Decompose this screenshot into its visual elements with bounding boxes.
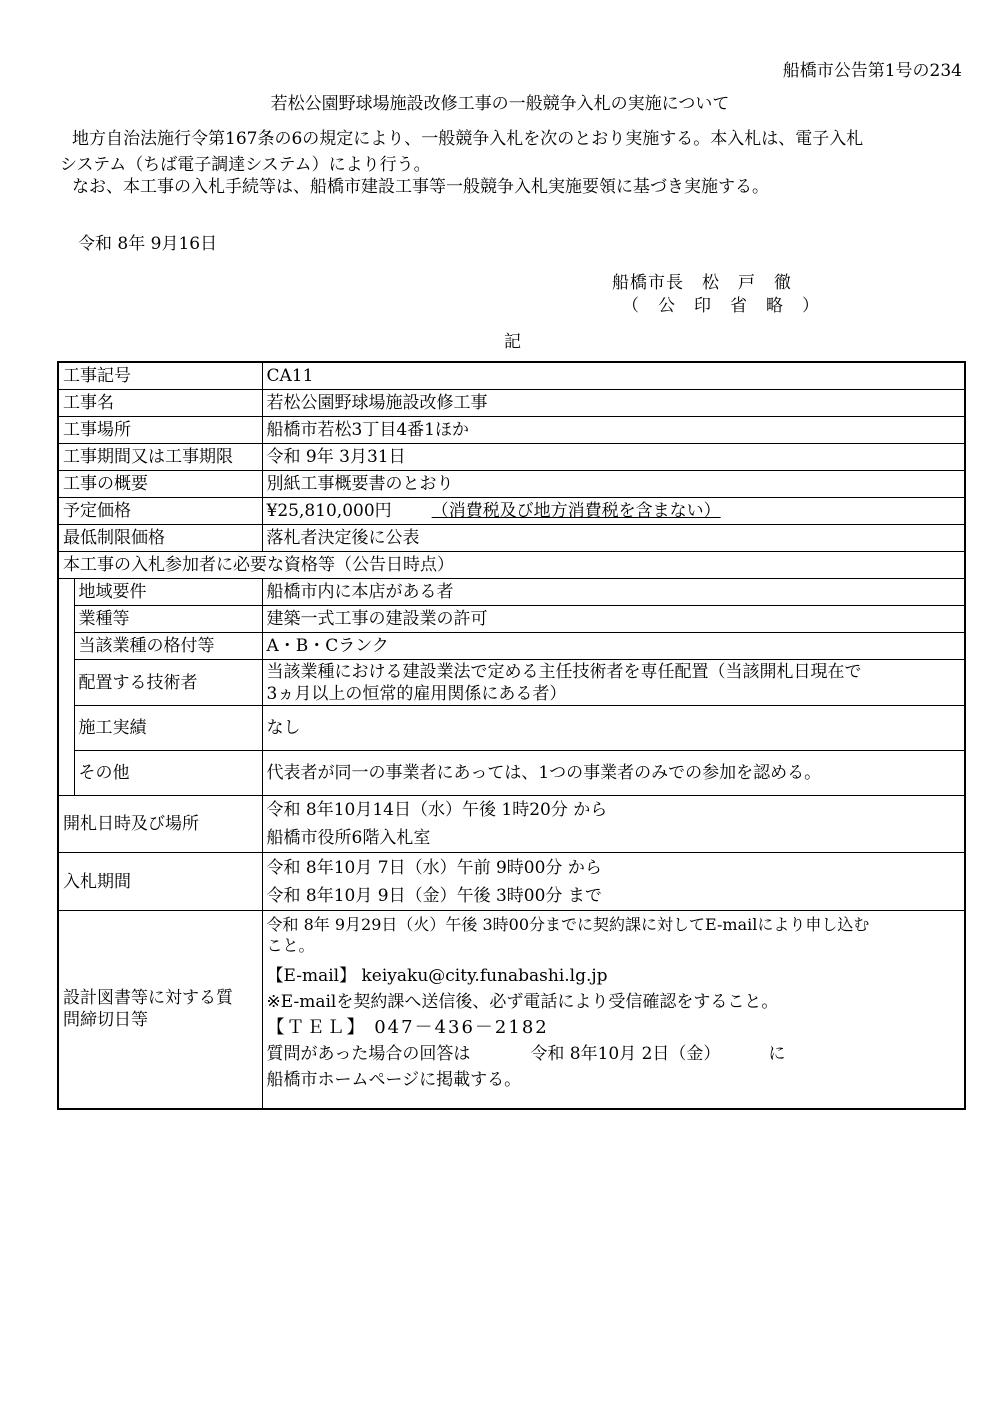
price-tax-note: （消費税及び地方消費税を含まない） [431, 501, 721, 521]
other-value: 代表者が同一の事業者にあっては、1つの事業者のみでの参加を認める。 [262, 751, 965, 796]
qa-value [262, 911, 965, 1109]
qa-tel: 【ＴＥＬ】 047－436－2182 [266, 1017, 549, 1038]
seal-omitted: （ 公 印 省 略 ） [622, 296, 820, 316]
opening-line-1: 令和 8年10月14日（水）午後 1時20分 から [266, 800, 608, 820]
bid-details-table [57, 361, 966, 1110]
qa-answer-date: 令和 8年10月 2日（金） [530, 1044, 721, 1064]
bid-period-value [262, 853, 965, 911]
work-name-value: 若松公園野球場施設改修工事 [262, 390, 965, 417]
price-cell [262, 498, 965, 525]
location-value: 船橋市若松3丁目4番1ほか [262, 417, 965, 444]
location-label: 工事場所 [58, 417, 262, 444]
row-min-price [58, 525, 965, 552]
row-qa [58, 911, 965, 1109]
row-qualification-header [58, 552, 965, 579]
row-rank [58, 633, 965, 660]
min-price-value: 落札者決定後に公表 [262, 525, 965, 552]
row-industry [58, 606, 965, 633]
qa-email-note: ※E-mailを契約課へ送信後、必ず電話により受信確認をすること。 [266, 992, 779, 1012]
qa-answer-line-2: 船橋市ホームページに掲載する。 [266, 1070, 522, 1090]
engineer-line-1: 当該業種における建設業法で定める主任技術者を専任配置（当該開札日現在で [266, 661, 862, 682]
min-price-label: 最低制限価格 [58, 525, 262, 552]
opening-value [262, 796, 965, 853]
period-value: 令和 9年 3月31日 [262, 444, 965, 471]
rank-label: 当該業種の格付等 [74, 633, 262, 660]
work-no-value: CA11 [262, 362, 965, 390]
intro-line-1: 地方自治法施行令第167条の6の規定により、一般競争入札を次のとおり実施する。本入札は、電子入札 [72, 129, 864, 149]
row-overview [58, 471, 965, 498]
intro-paragraph-1 [62, 126, 962, 178]
qa-answer-suffix: に [768, 1044, 786, 1064]
notice-date: 令和 8年 9月16日 [78, 234, 218, 254]
rank-value: A・B・Cランク [262, 633, 965, 660]
qa-answer-line-1 [267, 1041, 961, 1067]
qa-label-line-1: 設計図書等に対する質 [63, 988, 233, 1009]
row-period [58, 444, 965, 471]
intro-line-2: システム（ちば電子調達システム）により行う。 [60, 155, 431, 175]
period-label: 工事期間又は工事期限 [58, 444, 262, 471]
qa-email: 【E-mail】 keiyaku@city.funabashi.lg.jp [266, 966, 608, 986]
qa-line-2: こと。 [266, 936, 315, 955]
notice-number: 船橋市公告第1号の234 [782, 61, 962, 81]
other-label: その他 [74, 751, 262, 796]
price-label: 予定価格 [58, 498, 262, 525]
overview-label: 工事の概要 [58, 471, 262, 498]
opening-line-2: 船橋市役所6階入札室 [266, 828, 431, 848]
row-region [58, 579, 965, 606]
bid-period-line-1: 令和 8年10月 7日（水）午前 9時00分 から [266, 857, 602, 878]
engineer-value [262, 660, 965, 706]
industry-value: 建築一式工事の建設業の許可 [262, 606, 965, 633]
row-engineer [58, 660, 965, 706]
qa-answer-prefix: 質問があった場合の回答は [266, 1044, 471, 1064]
intro-paragraph-2: なお、本工事の入札手続等は、船橋市建設工事等一般競争入札実施要領に基づき実施する。 [72, 177, 769, 197]
industry-label: 業種等 [74, 606, 262, 633]
document-title: 若松公園野球場施設改修工事の一般競争入札の実施について [270, 94, 730, 114]
region-label: 地域要件 [74, 579, 262, 606]
row-work-no [58, 362, 965, 390]
qa-label-line-2: 問締切日等 [63, 1010, 148, 1031]
region-value: 船橋市内に本店がある者 [262, 579, 965, 606]
row-location [58, 417, 965, 444]
record-value: なし [262, 706, 965, 751]
overview-value: 別紙工事概要書のとおり [262, 471, 965, 498]
bid-period-label: 入札期間 [58, 853, 262, 911]
issuer-mayor: 船橋市長 松 戸 徹 [612, 273, 792, 293]
row-price [58, 498, 965, 525]
row-record [58, 706, 965, 751]
qa-label [58, 911, 262, 1109]
indent-spacer [58, 579, 74, 796]
opening-label: 開札日時及び場所 [58, 796, 262, 853]
work-name-label: 工事名 [58, 390, 262, 417]
price-value: ¥25,810,000円 [266, 501, 392, 521]
engineer-line-2: 3ヵ月以上の恒常的雇用関係にある者） [266, 683, 567, 704]
bid-period-line-2: 令和 8年10月 9日（金）午後 3時00分 まで [266, 885, 602, 906]
ki-heading: 記 [504, 332, 521, 352]
row-bid-period [58, 853, 965, 911]
qualification-header: 本工事の入札参加者に必要な資格等（公告日時点） [58, 552, 965, 579]
row-other [58, 751, 965, 796]
row-work-name [58, 390, 965, 417]
engineer-label: 配置する技術者 [74, 660, 262, 706]
qa-line-1: 令和 8年 9月29日（火）午後 3時00分までに契約課に対してE-mailにより申し込む [266, 915, 870, 934]
work-no-label: 工事記号 [58, 362, 262, 390]
row-opening [58, 796, 965, 853]
record-label: 施工実績 [74, 706, 262, 751]
